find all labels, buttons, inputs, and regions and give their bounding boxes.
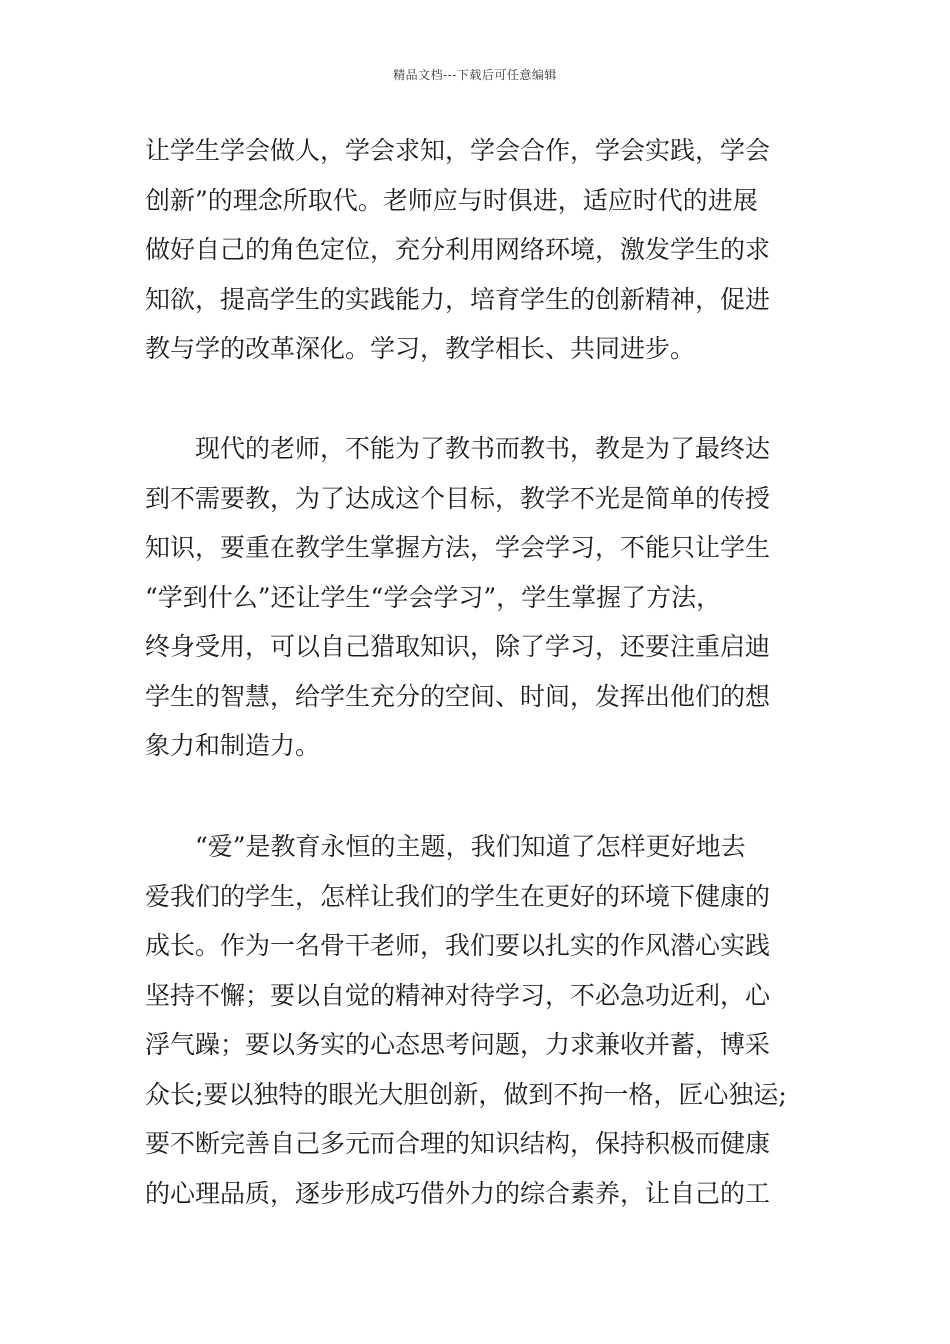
text-line: “学到什么”还让学生“学会学习”，学生掌握了方法， bbox=[145, 582, 722, 612]
paragraph-1 bbox=[145, 126, 825, 374]
text-line: 众长;要以独特的眼光大胆创新，做到不拘一格，匠心独运; bbox=[145, 1079, 787, 1109]
text-line: 爱我们的学生，怎样让我们的学生在更好的环境下健康的 bbox=[145, 881, 771, 911]
text-line: 现代的老师，不能为了教书而教书，教是为了最终达 bbox=[145, 434, 771, 463]
text-line: 的心理品质，逐步形成巧借外力的综合素养，让自己的工 bbox=[145, 1178, 771, 1208]
text-line: 创新”的理念所取代。老师应与时俱进，适应时代的进展 bbox=[145, 185, 758, 215]
text-line: 终身受用，可以自己猎取知识，除了学习，还要注重启迪 bbox=[145, 632, 771, 661]
text-line: 教与学的改革深化。学习，教学相长、共同进步。 bbox=[145, 334, 696, 363]
text-line: 学生的智慧，给学生充分的空间、时间，发挥出他们的想 bbox=[145, 681, 771, 711]
paragraph-3 bbox=[145, 822, 825, 1218]
text-line: 做好自己的角色定位，充分利用网络环境，激发学生的求 bbox=[145, 235, 771, 264]
text-line: 坚持不懈；要以自觉的精神对待学习，不必急功近利，心 bbox=[145, 980, 771, 1010]
text-line: 要不断完善自己多元而合理的知识结构，保持积极而健康 bbox=[145, 1129, 771, 1158]
text-line: 让学生学会做人，学会求知，学会合作，学会实践，学会 bbox=[145, 136, 771, 165]
text-line: 浮气躁；要以务实的心态思考问题，力求兼收并蓄，博采 bbox=[145, 1030, 771, 1059]
text-line: 知识，要重在教学生掌握方法，学会学习，不能只让学生 bbox=[145, 533, 771, 562]
paragraph-2 bbox=[145, 424, 825, 771]
page-header: 精品文档---下载后可任意编辑 bbox=[393, 68, 557, 82]
text-line: “爱”是教育永恒的主题，我们知道了怎样更好地去 bbox=[145, 832, 746, 861]
text-line: 到不需要教，为了达成这个目标，教学不光是简单的传授 bbox=[145, 483, 771, 513]
text-line: 象力和制造力。 bbox=[145, 731, 321, 760]
text-line: 成长。作为一名骨干老师，我们要以扎实的作风潜心实践 bbox=[145, 931, 771, 960]
text-line: 知欲，提高学生的实践能力，培育学生的创新精神，促进 bbox=[145, 284, 771, 314]
